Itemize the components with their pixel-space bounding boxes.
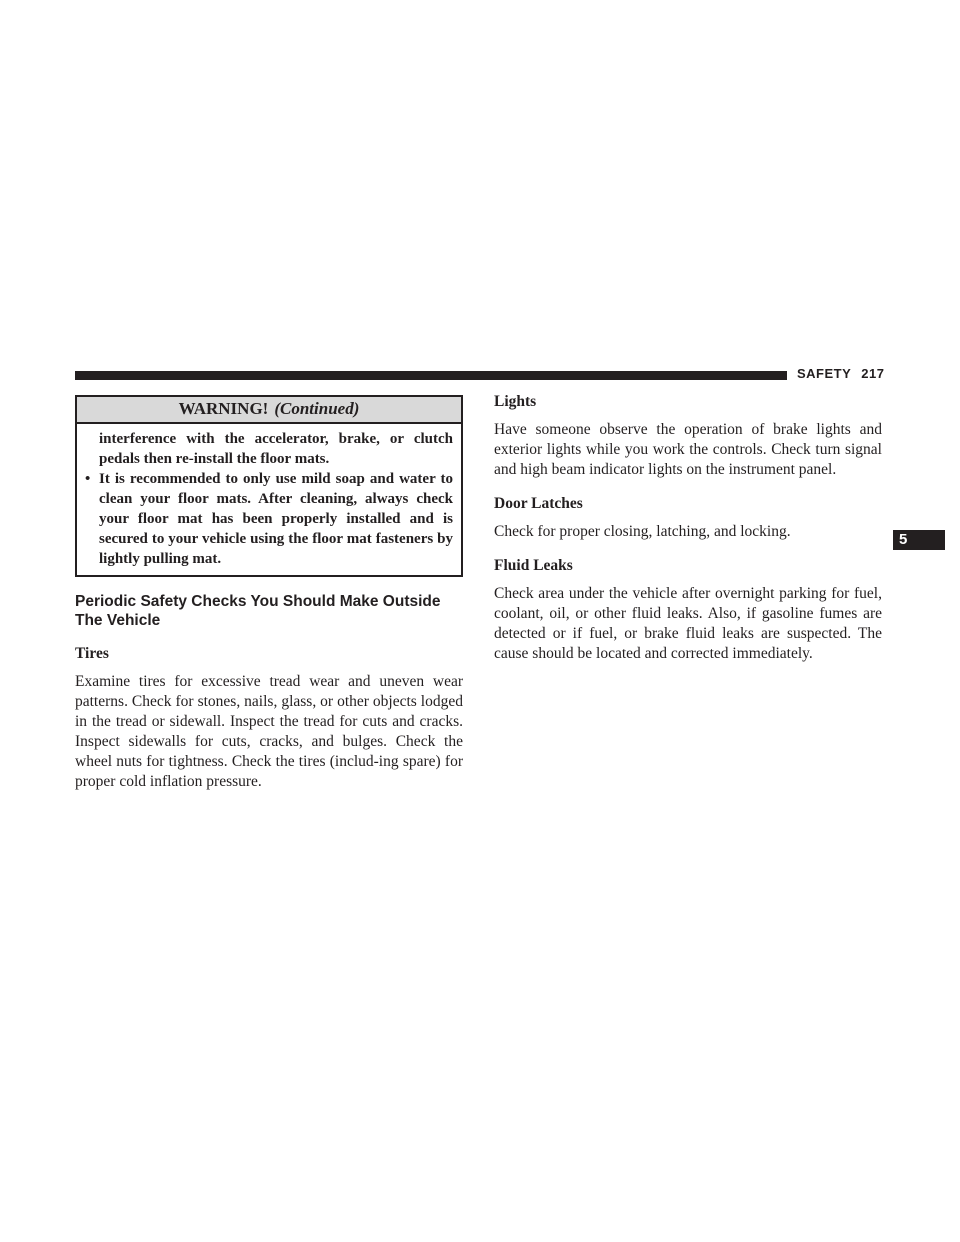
warning-title: WARNING! bbox=[178, 399, 269, 418]
warning-header bbox=[77, 397, 461, 424]
warning-bullet bbox=[85, 469, 453, 569]
fluid-leaks-text: Check area under the vehicle after overnight parking for fuel, coolant, oil, or other fluid leaks. Also, if gasoline fumes are detected or if fuel, or brake fluid leaks are suspected. The cause should be located and corrected immediately. bbox=[494, 585, 882, 662]
header-rule bbox=[75, 371, 787, 380]
running-header bbox=[797, 366, 885, 381]
door-latches-text: Check for proper closing, latching, and locking. bbox=[494, 523, 791, 540]
fluid-leaks-heading: Fluid Leaks bbox=[494, 557, 573, 574]
chapter-tab: 5 bbox=[893, 530, 945, 550]
section-name: SAFETY bbox=[797, 366, 852, 381]
warning-continued: (Continued) bbox=[274, 399, 360, 418]
page-number: 217 bbox=[861, 366, 885, 381]
warning-bullet-text: It is recommended to only use mild soap and water to clean your floor mats. After cleaning, always check your floor mat has been properly installed and is secured to your vehicle using the floor mat fasteners by lightly pulling mat. bbox=[99, 471, 453, 567]
tires-heading: Tires bbox=[75, 645, 109, 662]
warning-box bbox=[75, 395, 463, 577]
door-latches-heading: Door Latches bbox=[494, 495, 583, 512]
lights-heading: Lights bbox=[494, 393, 537, 410]
bullet-icon: • bbox=[85, 471, 91, 487]
left-column bbox=[75, 395, 463, 792]
right-column bbox=[494, 392, 882, 664]
section-heading: Periodic Safety Checks You Should Make Outside The Vehicle bbox=[75, 593, 441, 629]
warning-continuation-text: interference with the accelerator, brake, or clutch pedals then re-install the floor mats. bbox=[99, 431, 453, 467]
lights-text: Have someone observe the operation of brake lights and exterior lights while you work the controls. Check turn signal and high beam indicator lights on the instrument panel. bbox=[494, 421, 882, 478]
warning-body bbox=[77, 424, 461, 575]
tires-text: Examine tires for excessive tread wear and uneven wear patterns. Check for stones, nails, glass, or other objects lodged in the tread or sidewall. Inspect the tread for cuts and cracks. Inspect sidewalls for cuts, cracks, and bulges. Check the wheel nuts for tightness. Check the tires (includ-ing spare) for proper cold inflation pressure. bbox=[75, 673, 463, 790]
